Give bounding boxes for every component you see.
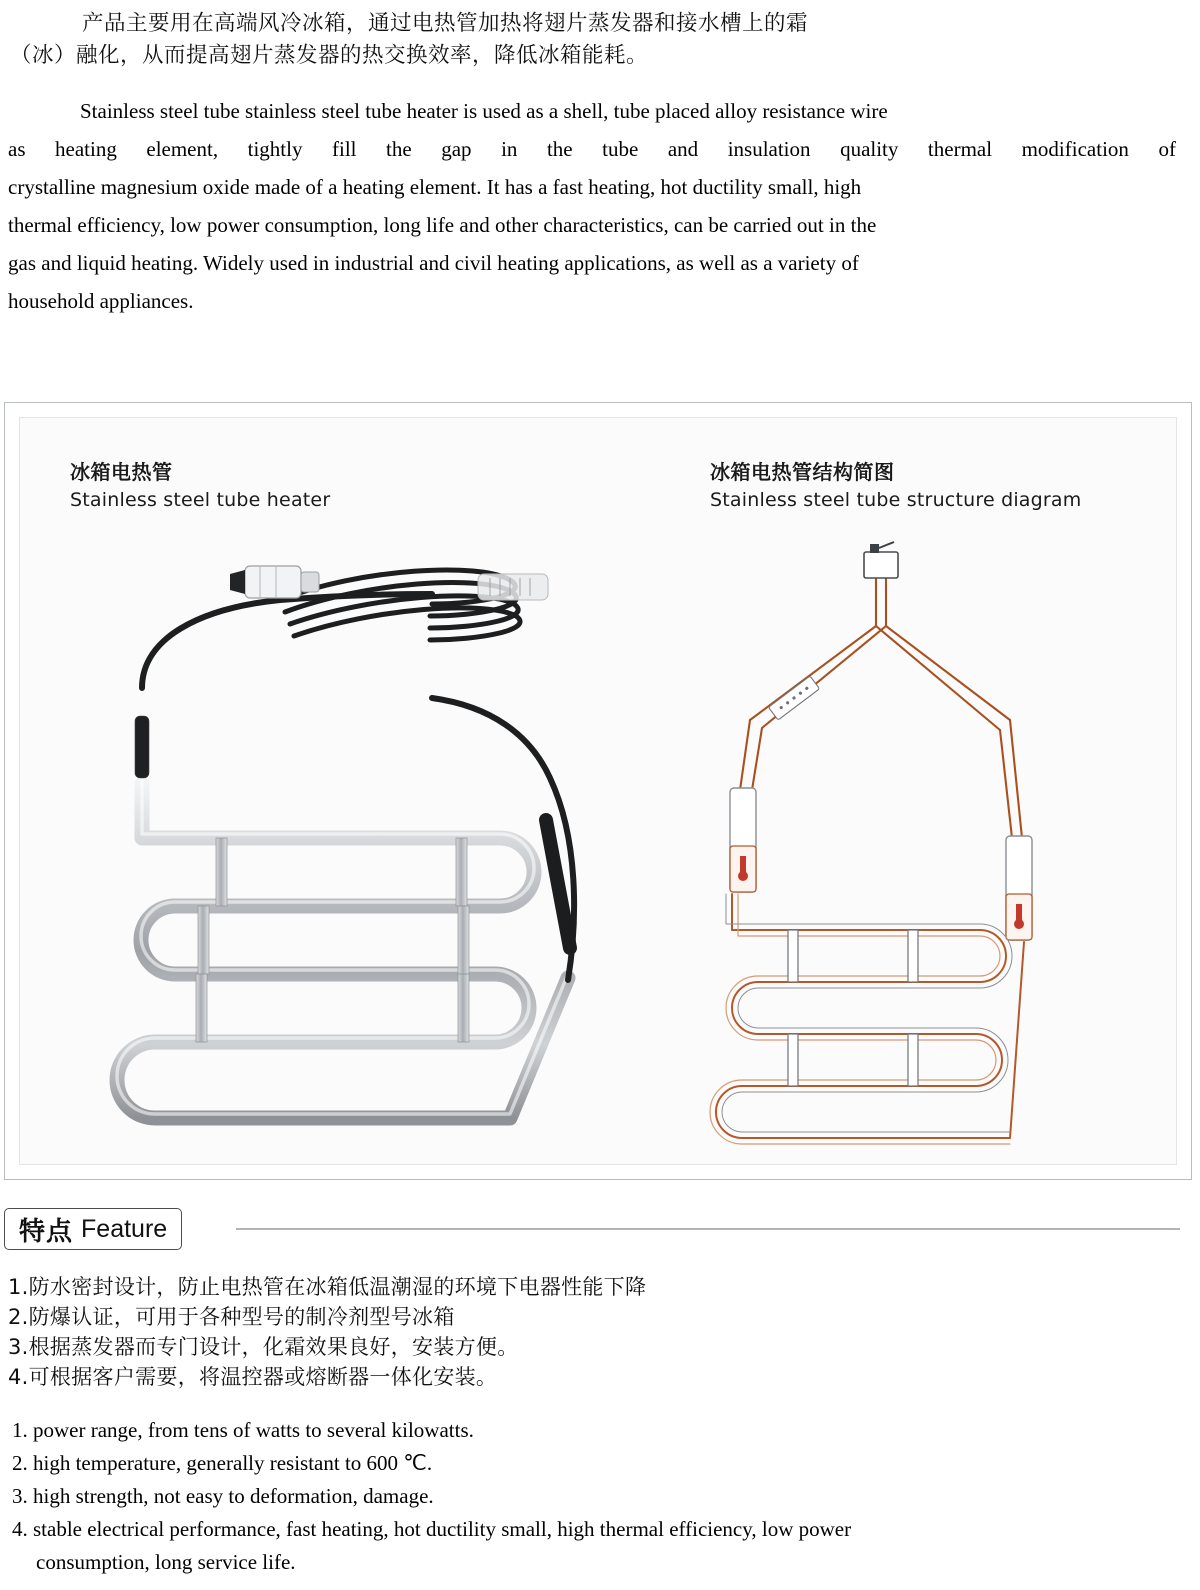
intro-en-word: quality [840, 137, 899, 161]
intro-en-word: gap [441, 137, 472, 161]
intro-en-word: the [546, 137, 573, 161]
list-item: 4.可根据客户需要，将温控器或熔断器一体化安装。 [8, 1365, 498, 1389]
feature-badge [4, 1208, 182, 1250]
intro-en-line-6: household appliances. [8, 289, 194, 313]
feature-section-header [4, 1208, 1184, 1250]
intro-en-word: heating [55, 137, 117, 161]
feature-divider [236, 1228, 1180, 1230]
intro-en-word: modification [1021, 137, 1129, 161]
list-item: 4. stable electrical performance, fast heating, hot ductility small, high thermal efficiency, low power [12, 1517, 852, 1541]
intro-cn-line-2: （冰）融化，从而提高翅片蒸发器的热交换效率，降低冰箱能耗。 [10, 43, 649, 68]
intro-en-word: tube [602, 137, 639, 161]
intro-en-line-3: crystalline magnesium oxide made of a heating element. It has a fast heating, hot ductility small, high [8, 175, 862, 199]
list-item: 2. high temperature, generally resistant to 600 ℃. [12, 1451, 433, 1475]
feature-list-english [12, 1414, 1172, 1579]
left-caption-english: Stainless steel tube heater [70, 489, 331, 511]
feature-badge-english: Feature [81, 1214, 168, 1243]
left-caption-chinese: 冰箱电热管 [70, 460, 173, 484]
intro-en-word: as [8, 137, 26, 161]
list-item: 3. high strength, not easy to deformation, damage. [12, 1484, 434, 1508]
intro-en-word: insulation [727, 137, 811, 161]
intro-en-word: thermal [927, 137, 993, 161]
intro-en-line-5: gas and liquid heating. Widely used in industrial and civil heating applications, as well as a variety of [8, 251, 859, 275]
left-caption [70, 456, 330, 511]
intro-en-word: and [667, 137, 699, 161]
right-caption-english: Stainless steel tube structure diagram [710, 489, 1082, 511]
product-image-panel [4, 402, 1192, 1180]
list-item: 1.防水密封设计，防止电热管在冰箱低温潮湿的环境下电器性能下降 [8, 1275, 647, 1299]
intro-en-line-2 [8, 130, 1176, 168]
intro-en-word: of [1158, 137, 1176, 161]
right-caption [710, 456, 1081, 511]
intro-en-word: element, [146, 137, 219, 161]
feature-badge-chinese: 特点 [19, 1216, 74, 1247]
intro-cn-line-1: 产品主要用在高端风冷冰箱，通过电热管加热将翅片蒸发器和接水槽上的霜 [82, 11, 809, 36]
product-image-panel-inner [19, 417, 1177, 1165]
intro-en-line-4: thermal efficiency, low power consumption, long life and other characteristics, can be carried out in the [8, 213, 877, 237]
list-item: 3.根据蒸发器而专门设计，化霜效果良好，安装方便。 [8, 1335, 519, 1359]
list-item: 1. power range, from tens of watts to several kilowatts. [12, 1418, 474, 1442]
refrigerator-tube-heater-photo [80, 538, 640, 1148]
intro-paragraph-english [8, 92, 1176, 320]
intro-paragraph-chinese [10, 8, 1190, 72]
right-caption-chinese: 冰箱电热管结构简图 [710, 460, 895, 484]
intro-en-word: tightly [247, 137, 303, 161]
intro-en-word: the [386, 137, 412, 161]
intro-en-word: fill [332, 137, 357, 161]
refrigerator-tube-heater-structure-diagram [680, 538, 1180, 1148]
intro-en-line-1: Stainless steel tube stainless steel tube heater is used as a shell, tube placed alloy resistance wire [80, 99, 888, 123]
list-item: 2.防爆认证，可用于各种型号的制冷剂型号冰箱 [8, 1305, 455, 1329]
list-item-continuation: consumption, long service life. [36, 1550, 296, 1574]
intro-en-word: in [501, 137, 518, 161]
feature-list-chinese [8, 1272, 1178, 1392]
